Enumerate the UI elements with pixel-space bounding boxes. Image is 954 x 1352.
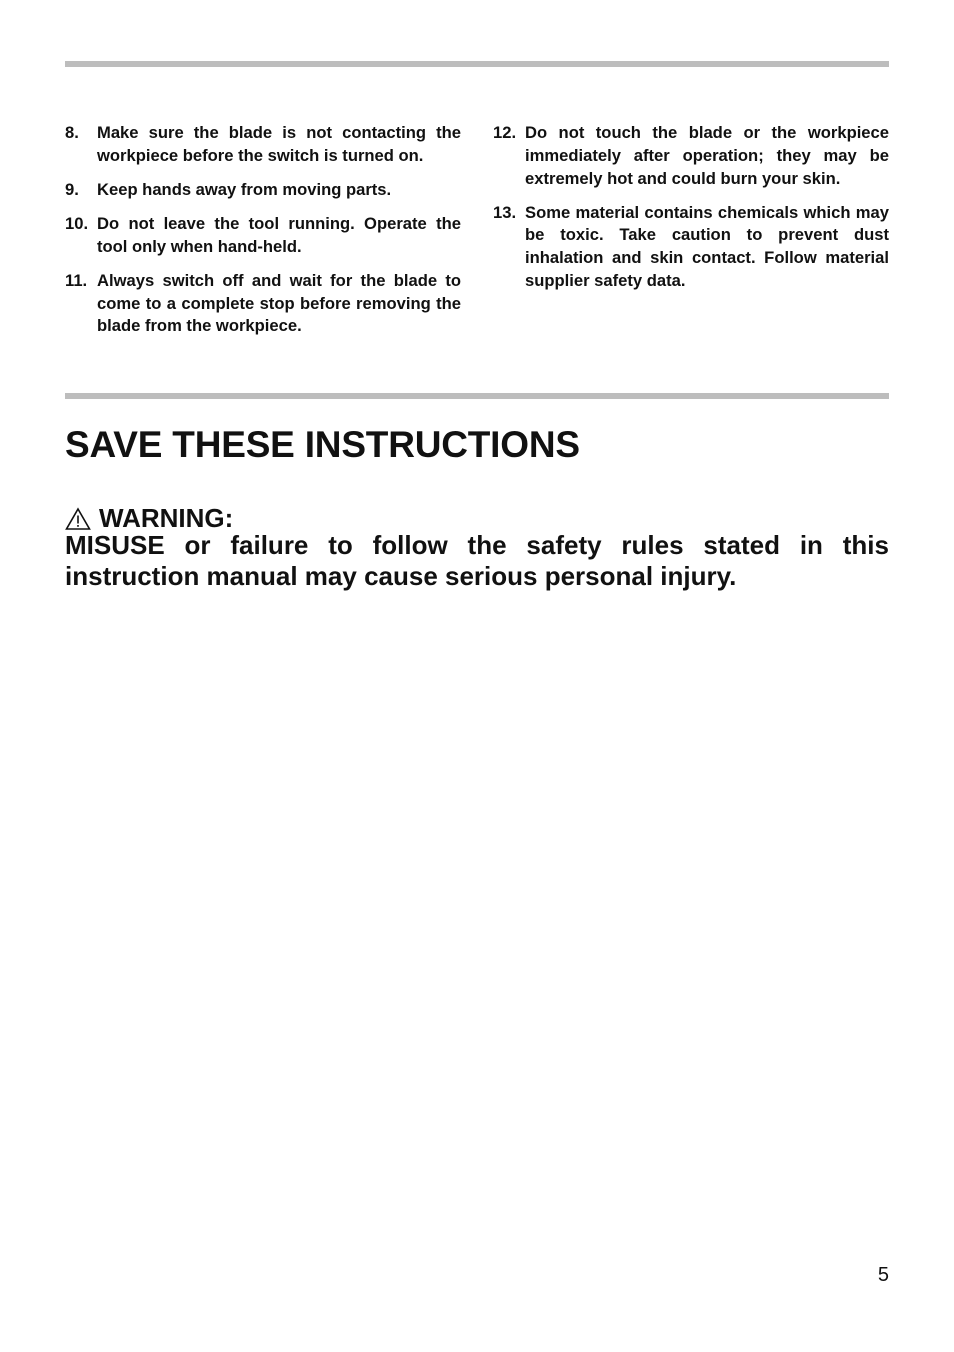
warning-triangle-icon: [65, 506, 91, 530]
rule-number: 13.: [493, 202, 517, 222]
rule-text: Do not touch the blade or the workpiece immediately after operation; they may be extremely hot and could burn your skin.: [525, 123, 889, 188]
rule-number: 12.: [493, 123, 517, 142]
rule-number: 9.: [65, 179, 79, 199]
rule-text: Some material contains chemicals which may be toxic. Take caution to prevent dust inhalation and skin contact. Follow material supplier safety data.: [525, 202, 889, 291]
rule-number: 8.: [65, 123, 79, 142]
rule-text: Make sure the blade is not contacting the workpiece before the switch is turned on.: [97, 123, 461, 165]
warning-text: MISUSE or failure to follow the safety rules stated in this instruction manual may cause serious personal injury.: [65, 530, 889, 591]
rule-number: 11.: [65, 270, 88, 290]
rule-item-9: [65, 179, 461, 202]
rule-item-12: [493, 122, 889, 190]
warning-label: WARNING:: [99, 503, 234, 533]
rule-item-8: [65, 122, 461, 168]
rule-number: 10.: [65, 213, 89, 233]
rule-text: Do not leave the tool running. Operate the tool only when hand-held.: [97, 213, 461, 256]
top-divider: [65, 61, 889, 67]
section-divider: [65, 393, 889, 399]
save-instructions-heading: SAVE THESE INSTRUCTIONS: [65, 424, 580, 465]
safety-rules-right-column: [493, 122, 889, 304]
rule-text: Always switch off and wait for the blade to come to a complete stop before removing the blade from the workpiece.: [97, 270, 461, 336]
rule-item-13: [493, 202, 889, 293]
rule-text: Keep hands away from moving parts.: [97, 179, 392, 199]
safety-rules-left-column: [65, 122, 461, 350]
page-number: 5: [877, 1264, 889, 1286]
rule-item-11: [65, 270, 461, 338]
rule-item-10: [65, 213, 461, 259]
